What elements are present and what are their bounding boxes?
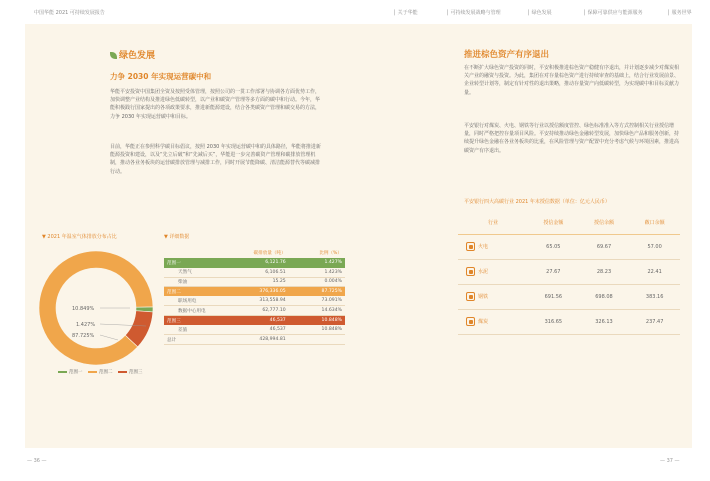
- table-cell: 数据中心用电: [164, 306, 214, 316]
- legend-scope2: 范围二: [88, 369, 113, 375]
- table-row: [164, 325, 345, 335]
- pie-caption: ▼ 2021 年温室气体排放分布占比: [42, 234, 117, 240]
- legend-scope3: 范围三: [118, 369, 143, 375]
- power-plant-icon: [466, 242, 475, 251]
- table-cell: 14.634%: [289, 306, 345, 316]
- exposure-caption: 平安银行四大高碳行业 2021 年末授信数据（单位：亿元人民币）: [464, 199, 610, 205]
- table-cell: 316.65: [528, 309, 579, 334]
- pie-label-scope1: 1.427%: [76, 322, 96, 328]
- table-cell: 范围一: [164, 258, 214, 268]
- cement-icon: [466, 267, 475, 276]
- section-title-green: 绿色发展: [110, 48, 155, 61]
- table-cell: 6,121.76: [214, 258, 289, 268]
- table-cell: 698.08: [579, 284, 630, 309]
- table-row: [164, 268, 345, 278]
- detail-caption: ▼ 详细数据: [164, 234, 190, 240]
- table-row: [164, 335, 345, 345]
- carbon-neutral-subtitle: 力争 2030 年实现运营碳中和: [110, 72, 212, 81]
- table-cell: [289, 335, 345, 345]
- table-cell: 28.23: [579, 259, 630, 284]
- coal-icon: [466, 317, 475, 326]
- table-cell: 1.423%: [289, 268, 345, 278]
- table-cell: 1.427%: [289, 258, 345, 268]
- table-row: [164, 316, 345, 326]
- page-number-right: — 37 —: [660, 458, 680, 464]
- table-row: [164, 287, 345, 297]
- nav-item-green[interactable]: │ 绿色发展: [527, 10, 552, 16]
- table-cell: 0.004%: [289, 277, 345, 287]
- pie-label-scope2: 87.725%: [72, 333, 95, 339]
- nav-item-supply[interactable]: │ 保障可靠供应与能源服务: [583, 10, 643, 16]
- right-paragraph-1: 在不断扩大绿色资产投资的同时，平安积极推进棕色资产稳健有序退出，并计划逐步减少对煤炭相关产业的融资与投资。为此，集团在对存量棕色资产进行持续审查的基础上，结合行业发展前景、企业转型计划等，制定有针对性的退出策略，推动存量资产向低碳转型，为实现碳中和目标贡献力量。: [464, 65, 680, 96]
- table-cell: 65.05: [528, 234, 579, 259]
- table-cell: 691.56: [528, 284, 579, 309]
- table-cell: 237.47: [629, 309, 680, 334]
- nav-item-strategy[interactable]: │ 可持续发展战略与管理: [446, 10, 501, 16]
- table-cell: 柴油: [164, 277, 214, 287]
- industry-cell: 火电: [458, 234, 528, 259]
- left-paragraph-1: 华能平安投资中国集团全资及按照受体管理，按照公司的一贯工作部署与协调各方面优势工作，加快调整产业结构及推进绿色低碳转型，以产业和碳资产管理等多方面的碳中和行动。今年，华能积极践行国家提出的各项政策要求，推进新能源建设，结合各类碳资产管理和碳交易的方法，力争 2030 年实现运营碳中和目标。: [110, 89, 321, 120]
- table-row: [164, 296, 345, 306]
- right-paragraph-2: 平安银行对煤炭、火电、钢铁等行业以授信额度管控、绿色标准准入等方式控制相关行业授信增量，同时严格把控存量项目风险。平安持续推动绿色金融转型发展，加快绿色产品和服务创新，持续提升绿色金融在各业务板块的比重，在风险管理与资产配置中充分考虑气候与环境因素，推进高碳资产有序退出。: [464, 123, 680, 154]
- pie-label-scope3: 10.849%: [72, 306, 95, 312]
- table-cell: 10.848%: [289, 316, 345, 326]
- table-row: [458, 309, 680, 334]
- table-cell: 326.13: [579, 309, 630, 334]
- nav-item-service[interactable]: │ 服务世界: [667, 10, 692, 16]
- table-header-row: 行业 授信金额 授信余额 敞口余额: [458, 212, 680, 234]
- table-cell: 天然气: [164, 268, 214, 278]
- table-cell: 313,558.94: [214, 296, 289, 306]
- steel-icon: [466, 292, 475, 301]
- table-cell: 383.16: [629, 284, 680, 309]
- pie-leader-line: [100, 335, 118, 340]
- table-cell: 57.00: [629, 234, 680, 259]
- industry-cell: 钢铁: [458, 284, 528, 309]
- table-row: [458, 284, 680, 309]
- table-cell: 15.25: [214, 277, 289, 287]
- table-cell: 46,537: [214, 325, 289, 335]
- industry-cell: 水泥: [458, 259, 528, 284]
- table-cell: 职场用电: [164, 296, 214, 306]
- table-row: [458, 259, 680, 284]
- legend-scope1: 范围一: [58, 369, 83, 375]
- table-cell: 87.725%: [289, 287, 345, 297]
- emissions-detail-table: [164, 248, 345, 345]
- table-cell: 总计: [164, 335, 214, 345]
- table-cell: 6,106.51: [214, 268, 289, 278]
- section-title-brown-assets: 推进棕色资产有序退出: [464, 50, 550, 60]
- table-cell: 46,537: [214, 316, 289, 326]
- table-cell: 差旅: [164, 325, 214, 335]
- nav-item-about[interactable]: │ 关于华能: [393, 10, 418, 16]
- table-cell: 22.41: [629, 259, 680, 284]
- table-row: [458, 234, 680, 259]
- table-cell: 10.848%: [289, 325, 345, 335]
- exposure-table: [458, 212, 680, 335]
- table-cell: 69.67: [579, 234, 630, 259]
- industry-cell: 煤炭: [458, 309, 528, 334]
- page-number-left: — 36 —: [27, 458, 47, 464]
- left-paragraph-2: 目前，华能正在参照科学碳目标倡议，按照 2030 年实现运营碳中和的具体路径，华能将推进新能源投资和建设，以及“先立后破”和“先减后买”，华能进一步完善碳资产管理和碳排放管理机制，推动各业务板块的运营碳排放管理与减排工作，同时开展节能降碳、清洁能源替代等碳减排行动。: [110, 144, 321, 175]
- table-cell: 376,336.05: [214, 287, 289, 297]
- table-row: [164, 277, 345, 287]
- table-cell: 范围三: [164, 316, 214, 326]
- table-cell: 428,994.81: [214, 335, 289, 345]
- table-cell: 62,777.10: [214, 306, 289, 316]
- table-header-row: 碳排放量（吨） 比例（%）: [253, 251, 342, 256]
- table-cell: 27.67: [528, 259, 579, 284]
- table-row: [164, 306, 345, 316]
- document-title: 中国华能 2021 可持续发展报告: [34, 10, 105, 16]
- table-cell: 73.091%: [289, 296, 345, 306]
- table-cell: 范围二: [164, 287, 214, 297]
- table-row: [164, 258, 345, 268]
